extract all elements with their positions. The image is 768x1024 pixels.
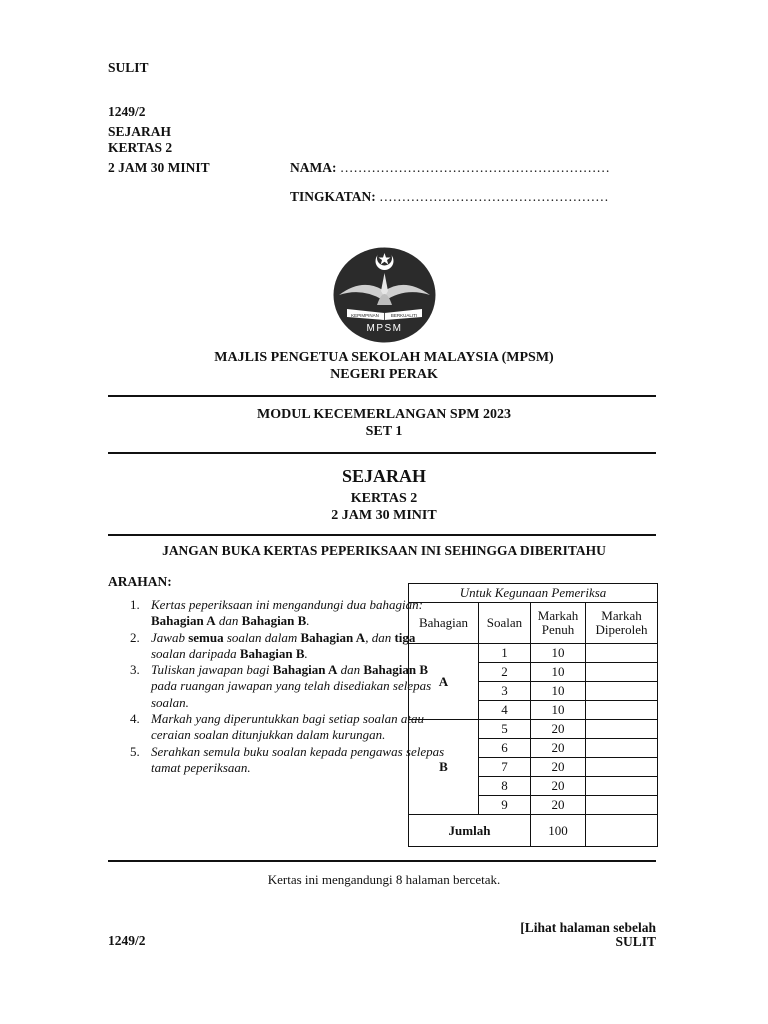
question-number: 5 (479, 720, 531, 739)
duration-top: 2 JAM 30 MINIT (108, 160, 210, 175)
full-marks: 20 (531, 720, 586, 739)
obtained-marks-cell[interactable] (586, 720, 658, 739)
divider-1 (108, 395, 656, 397)
full-marks: 10 (531, 644, 586, 663)
divider-2 (108, 452, 656, 454)
instruction-item: 4. Markah yang diperuntukkan bagi setiap soalan atau ceraian soalan ditunjukkan dalam kurungan. (130, 711, 424, 743)
form-field (290, 189, 609, 205)
marks-table (408, 583, 658, 847)
full-marks: 20 (531, 777, 586, 796)
exam-paper: KERTAS 2 (350, 491, 418, 506)
full-marks: 10 (531, 663, 586, 682)
question-number: 7 (479, 758, 531, 777)
name-field (290, 160, 610, 176)
divider-3 (108, 534, 656, 536)
classification-bottom: SULIT (615, 934, 656, 949)
name-dots: …………………………………………………… (339, 160, 610, 175)
exam-duration: 2 JAM 30 MINIT (331, 508, 437, 523)
pages-note: Kertas ini mengandungi 8 halaman bercetak. (267, 872, 501, 887)
total-value: 100 (531, 815, 586, 847)
full-marks: 10 (531, 701, 586, 720)
question-number: 6 (479, 739, 531, 758)
form-dots: …………………………………………… (379, 189, 609, 204)
header-soalan: Soalan (479, 603, 531, 644)
name-label: NAMA: (290, 160, 337, 175)
table-row (409, 720, 658, 739)
logo-bottom-text: MPSM (366, 323, 403, 334)
full-marks: 10 (531, 682, 586, 701)
paper-code-top: 1249/2 (108, 104, 146, 119)
instruction-item: 1. Kertas peperiksaan ini mengandungi dua bahagian: Bahagian A dan Bahagian B. (130, 597, 423, 629)
module-line-2: SET 1 (365, 424, 403, 439)
classification-top: SULIT (108, 60, 149, 75)
header-markah-diperoleh: Markah Diperoleh (586, 603, 658, 644)
subject-top: SEJARAH (108, 124, 172, 139)
obtained-marks-cell[interactable] (586, 758, 658, 777)
full-marks: 20 (531, 739, 586, 758)
form-label: TINGKATAN: (290, 189, 376, 204)
obtained-marks-cell[interactable] (586, 796, 658, 815)
full-marks: 20 (531, 758, 586, 777)
section-label: B (409, 720, 479, 815)
instruction-item: 5. Serahkan semula buku soalan kepada pengawas selepas tamat peperiksaan. (130, 743, 445, 775)
org-line-2: NEGERI PERAK (330, 367, 438, 382)
question-number: 2 (479, 663, 531, 682)
obtained-marks-cell[interactable] (586, 739, 658, 758)
obtained-marks-cell[interactable] (586, 663, 658, 682)
full-marks: 20 (531, 796, 586, 815)
table-caption: Untuk Kegunaan Pemeriksa (409, 584, 658, 603)
next-page-note: [Lihat halaman sebelah (520, 920, 656, 935)
module-line-1: MODUL KECEMERLANGAN SPM 2023 (257, 407, 511, 422)
logo-left-text: KEPIMPINAN (351, 313, 379, 318)
table-row (409, 644, 658, 663)
question-number: 1 (479, 644, 531, 663)
divider-4 (108, 860, 656, 862)
instruction-item: 2. Jawab semua soalan dalam Bahagian A, dan tiga soalan daripada Bahagian B. (130, 629, 416, 661)
header-markah-penuh: Markah Penuh (531, 603, 586, 644)
org-line-1: MAJLIS PENGETUA SEKOLAH MALAYSIA (MPSM) (214, 350, 554, 365)
total-obtained-cell[interactable] (586, 815, 658, 847)
section-label: A (409, 644, 479, 720)
question-number: 4 (479, 701, 531, 720)
paper-top: KERTAS 2 (108, 140, 173, 155)
obtained-marks-cell[interactable] (586, 682, 658, 701)
question-number: 9 (479, 796, 531, 815)
obtained-marks-cell[interactable] (586, 701, 658, 720)
question-number: 3 (479, 682, 531, 701)
logo-right-text: BERKUALITI (390, 313, 418, 318)
exam-subject: SEJARAH (341, 466, 426, 486)
obtained-marks-cell[interactable] (586, 644, 658, 663)
paper-code-bottom: 1249/2 (108, 933, 146, 948)
warning-text: JANGAN BUKA KERTAS PEPERIKSAAN INI SEHINGGA DIBERITAHU (162, 543, 606, 558)
total-row (409, 815, 658, 847)
instructions-list (108, 597, 446, 776)
mpsm-logo (333, 247, 436, 343)
total-label: Jumlah (409, 815, 531, 847)
obtained-marks-cell[interactable] (586, 777, 658, 796)
instructions-title: ARAHAN: (108, 574, 172, 589)
question-number: 8 (479, 777, 531, 796)
header-bahagian: Bahagian (409, 603, 479, 644)
instruction-item: 3. Tuliskan jawapan bagi Bahagian A dan Bahagian B pada ruangan jawapan yang telah disediakan selepas soalan. (130, 662, 432, 710)
